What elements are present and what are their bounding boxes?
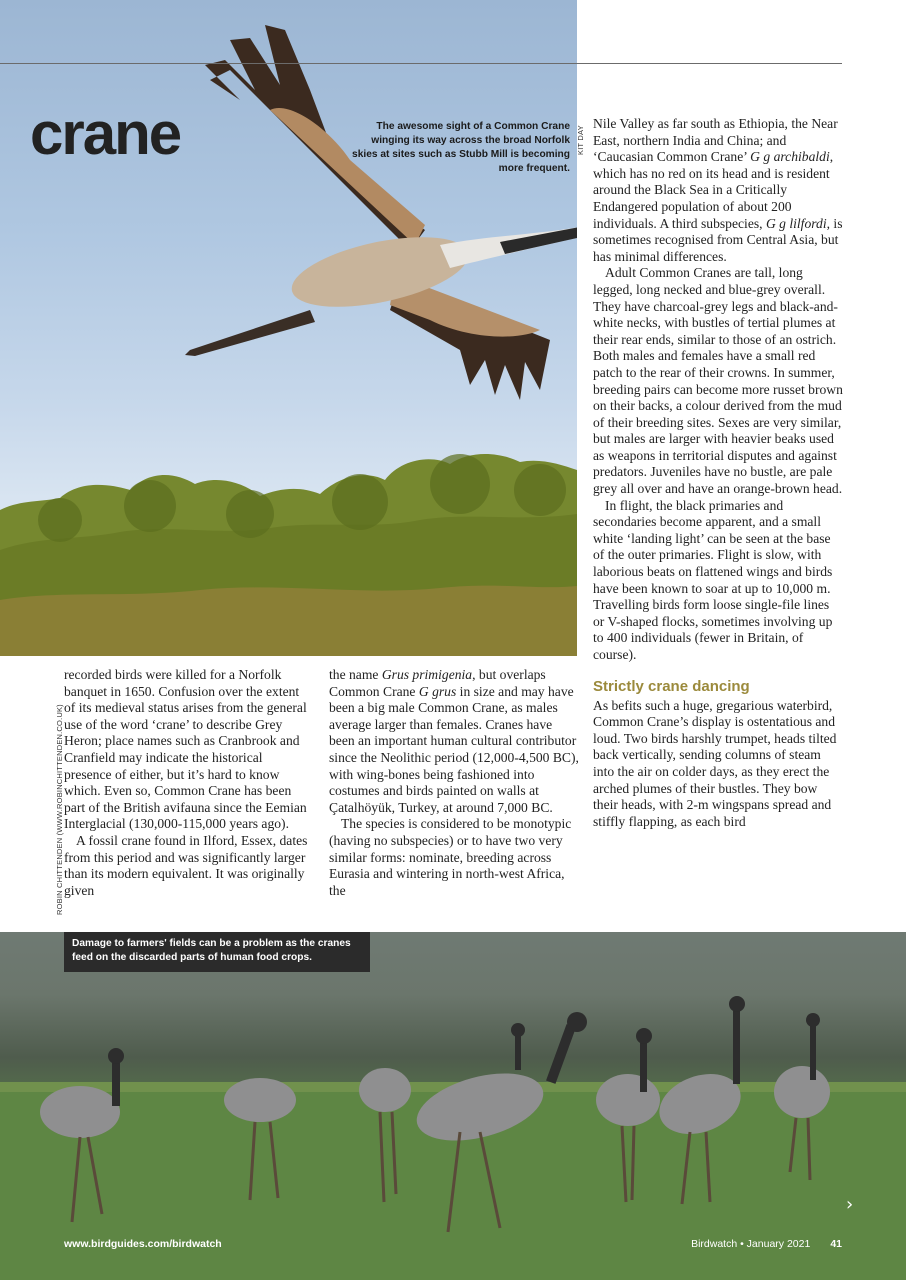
top-photo-caption: The awesome sight of a Common Crane winging its way across the broad Norfolk skies at sites such as Stubb Mill is becoming more frequent. bbox=[352, 121, 570, 174]
text-run: , but overlaps Common Crane bbox=[329, 667, 546, 699]
bottom-photo-caption: Damage to farmers' fields can be a problem as the cranes feed on the discarded parts of human food crops. bbox=[64, 932, 370, 972]
article-column-left bbox=[64, 667, 313, 899]
footer-issue-info bbox=[691, 1238, 842, 1250]
text-run: , is sometimes recognised from Central Asia, but has minimal differences. bbox=[593, 215, 843, 264]
paragraph: The species is considered to be monotypic (having no subspecies) or to have two very similar forms: nominate, breeding across Eurasia and wintering in north-west Africa, the bbox=[329, 816, 572, 898]
text-run: , which has no red on its head and is resident around the Black Sea in a Critically Endangered population of about 200 individuals. A third subspecies, bbox=[593, 149, 834, 231]
italic-run: G g archibaldi bbox=[750, 149, 830, 165]
italic-run: G g lilfordi bbox=[765, 215, 827, 231]
section-heading: Strictly crane dancing bbox=[593, 677, 750, 695]
paragraph: A fossil crane found in Ilford, Essex, dates from this period and was significantly larger than its modern equivalent. It was originally given bbox=[64, 832, 308, 898]
hero-photo-flying-crane bbox=[0, 0, 577, 656]
chevron-right-icon[interactable]: › bbox=[846, 1194, 854, 1215]
text-run: Nile Valley as far south as Ethiopia, the Near East, northern India and China; and ‘Caucasian Common Crane’ bbox=[593, 116, 838, 165]
article-column-right bbox=[593, 116, 843, 830]
paragraph: In flight, the black primaries and secondaries become apparent, and a small white ‘landing light’ can be seen at the base of the outer primaries. Flight is slow, with laborious beats on flattened wings and birds have been known to soar at up to 10,000 m. Travelling birds form loose single-file lines or V-shaped flocks, sometimes involving up to 400 individuals (fewer in Britain, of course). bbox=[593, 497, 833, 662]
italic-run: Grus primigenia bbox=[381, 667, 473, 682]
cranes-field-image bbox=[0, 932, 906, 1280]
text-run: in size and may have been a big male Common Crane, as males average larger than females. Cranes have been an important human cultural contributor since the Neolithic period (12,000-4,500 BC), with wing-bones being fashioned into costumes and birds painted on walls at Çatalhöyük, Turkey, at around 7,000 BC. bbox=[329, 683, 579, 815]
bottom-photo-cranes-in-field bbox=[0, 932, 906, 1280]
flying-crane-image bbox=[170, 10, 577, 410]
page-title: crane bbox=[30, 100, 181, 167]
treeline-image bbox=[0, 440, 577, 656]
bottom-photo-credit: ROBIN CHITTENDEN (WWW.ROBINCHITTENDEN.CO.UK) bbox=[55, 704, 64, 915]
paragraph: Adult Common Cranes are tall, long legged, long necked and blue-grey overall. They have charcoal-grey legs and black-and-white necks, with bustles of tertial plumes at their rear ends, similar to those of an ostrich. Both males and females have a small red patch to the rear of their crowns. In summer, breeding pairs can become more russet brown on their backs, a colour derived from the mud of their breeding sites. Sexes are very similar, but males are larger with heavier beaks used as weapons in territorial disputes and against predators. Juveniles have no bustle, are pale grey all over and have an orange-brown head. bbox=[593, 265, 843, 497]
top-photo-credit: KIT DAY bbox=[576, 125, 585, 155]
page-number: 41 bbox=[830, 1238, 842, 1250]
footer-magazine: Birdwatch • January 2021 bbox=[691, 1238, 811, 1250]
footer-website-link[interactable]: www.birdguides.com/birdwatch bbox=[64, 1238, 222, 1250]
paragraph bbox=[329, 667, 579, 816]
paragraph bbox=[593, 116, 843, 265]
text-run: the name bbox=[329, 667, 382, 682]
paragraph: recorded birds were killed for a Norfolk banquet in 1650. Confusion over the extent of its medieval status arises from the general use of the word ‘crane’ to describe Grey Heron; place names such as Cranbrook and Cranfield may indicate the historical presence of either, but it’s hard to know which. Even so, Common Crane has been part of the British avifauna since the Eemian Interglacial (130,000-115,000 years ago). bbox=[64, 667, 307, 832]
italic-run: G grus bbox=[418, 683, 457, 699]
paragraph: As befits such a huge, gregarious waterbird, Common Crane’s display is ostentatious and loud. Two birds harshly trumpet, heads tilted back vertically, sending columns of steam into the air on colder days, as they erect the arched plumes of their bustles. They bow their heads, with 2-m wingspans spread and stiffly flapping, as each bird bbox=[593, 697, 837, 829]
article-column-middle bbox=[329, 667, 579, 899]
header-rule bbox=[0, 63, 842, 64]
